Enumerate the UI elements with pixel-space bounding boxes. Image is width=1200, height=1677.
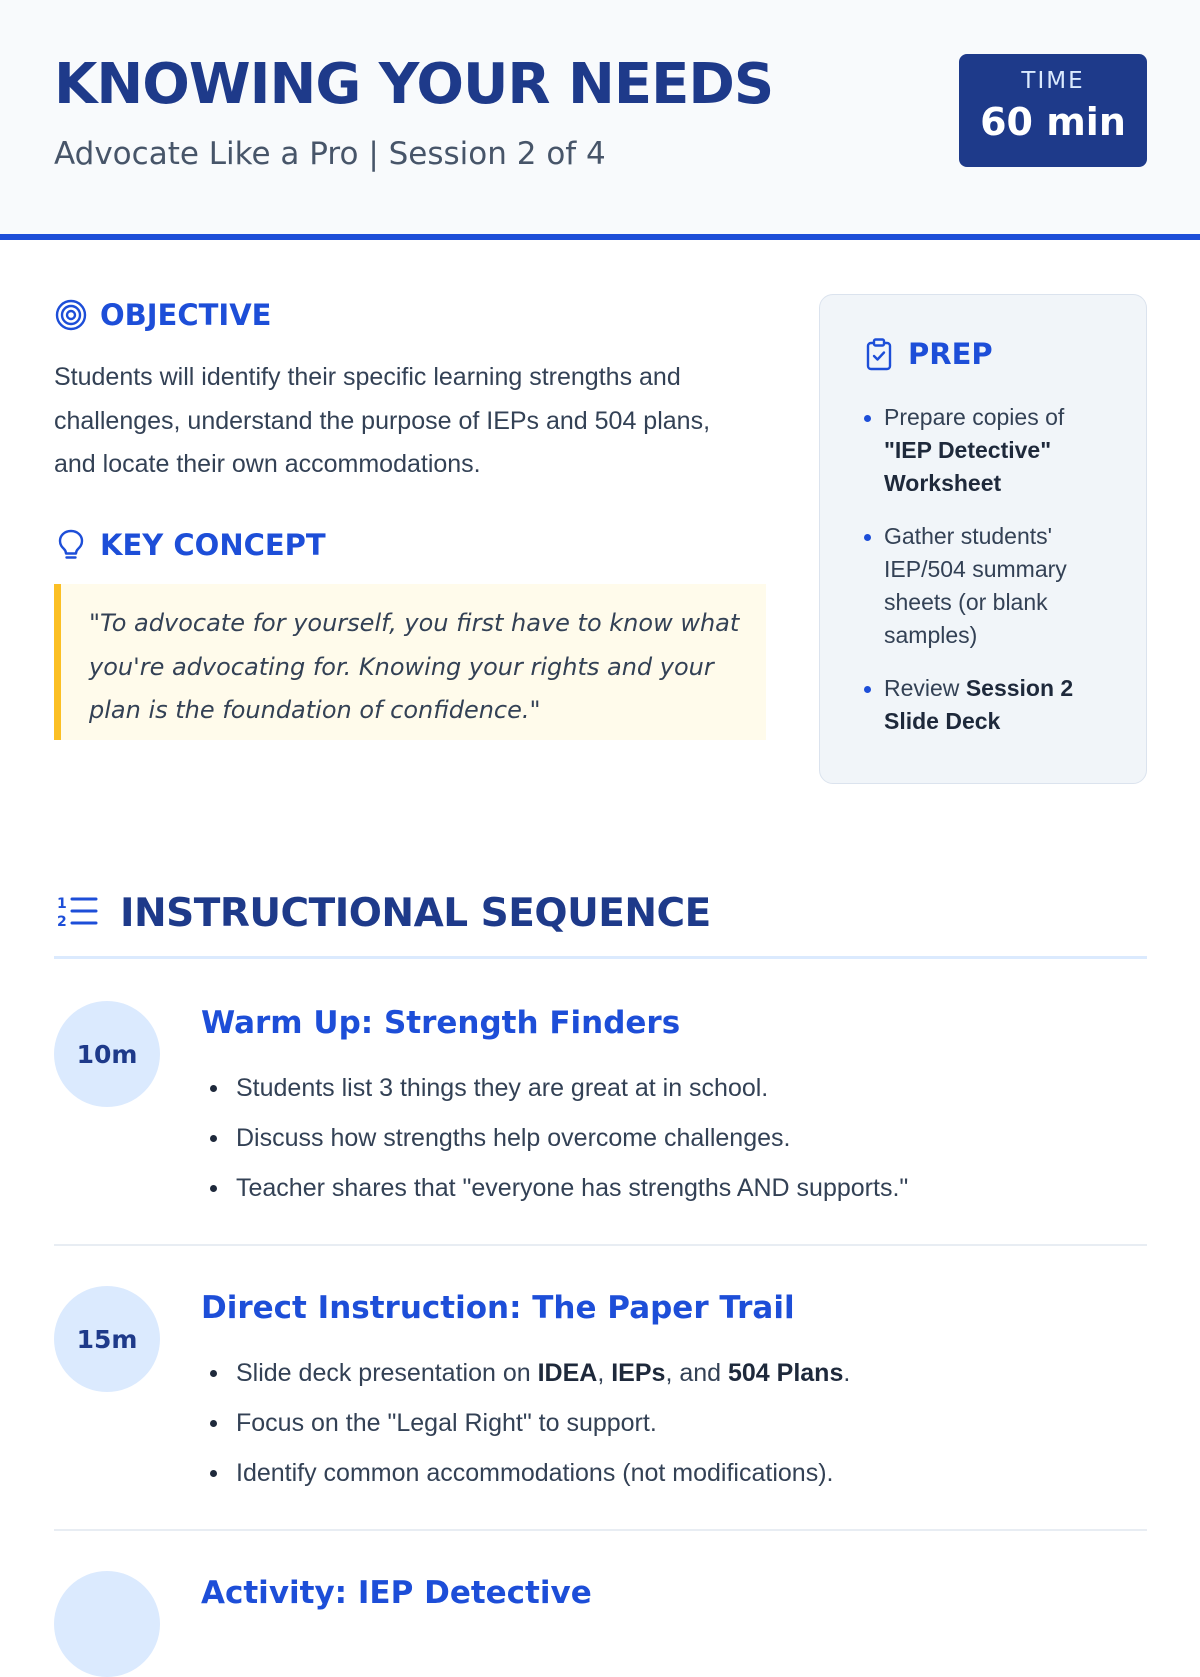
- prep-list: [862, 401, 1112, 758]
- target-icon: [54, 298, 88, 332]
- step-title: Direct Instruction: The Paper Trail: [201, 1290, 795, 1326]
- step-time-badge: [54, 1571, 160, 1677]
- prep-item: Gather students' IEP/504 summary sheets (or blank samples): [862, 520, 1112, 652]
- page-subtitle: Advocate Like a Pro | Session 2 of 4: [54, 136, 606, 172]
- step-bullet: Focus on the "Legal Right" to support.: [204, 1398, 850, 1448]
- step-title: Warm Up: Strength Finders: [201, 1005, 681, 1041]
- objective-text: Students will identify their specific learning strengths and challenges, understand the purpose of IEPs and 504 plans, and locate their own accommodations.: [54, 363, 711, 478]
- prep-card: [819, 294, 1147, 784]
- step-time-badge: 15m: [54, 1286, 160, 1392]
- objective-heading-label: OBJECTIVE: [100, 298, 272, 332]
- svg-text:2: 2: [57, 914, 67, 930]
- prep-item: Review Session 2 Slide Deck: [862, 672, 1112, 738]
- prep-heading-label: PREP: [908, 337, 993, 371]
- sequence-heading-label: INSTRUCTIONAL SEQUENCE: [120, 890, 711, 936]
- lightbulb-icon: [54, 528, 88, 562]
- svg-text:1: 1: [57, 896, 67, 912]
- step-divider: [54, 1244, 1147, 1246]
- time-label: TIME: [1021, 68, 1085, 94]
- step-divider: [54, 1529, 1147, 1531]
- step-title: Activity: IEP Detective: [201, 1575, 592, 1611]
- numbered-list-icon: [54, 890, 100, 936]
- lesson-header: [0, 0, 1200, 240]
- step-bullets: [204, 1348, 850, 1498]
- key-concept-heading: [54, 528, 326, 562]
- sequence-heading: [54, 890, 711, 936]
- step-bullet: Students list 3 things they are great at in school.: [204, 1063, 908, 1113]
- step-bullet: Teacher shares that "everyone has strengths AND supports.": [204, 1163, 908, 1213]
- clipboard-check-icon: [862, 337, 896, 371]
- objective-heading: [54, 298, 271, 332]
- step-bullets: [204, 1063, 908, 1213]
- page-title: KNOWING YOUR NEEDS: [54, 52, 774, 117]
- quote-text: "To advocate for yourself, you first have to know what you're advocating for. Knowing your rights and your plan is the foundation of confidence.": [89, 609, 740, 724]
- sequence-divider: [54, 956, 1147, 959]
- prep-item: Prepare copies of "IEP Detective" Worksheet: [862, 401, 1112, 500]
- step-bullet: Identify common accommodations (not modifications).: [204, 1448, 850, 1498]
- step-bullet: Discuss how strengths help overcome challenges.: [204, 1113, 908, 1163]
- step-bullet: Slide deck presentation on IDEA, IEPs, and 504 Plans.: [204, 1348, 850, 1398]
- time-badge: [959, 54, 1147, 167]
- key-concept-quote: [54, 584, 766, 740]
- key-concept-heading-label: KEY CONCEPT: [100, 528, 326, 562]
- prep-heading: [862, 337, 993, 371]
- step-time-badge: 10m: [54, 1001, 160, 1107]
- time-value: 60 min: [980, 100, 1126, 144]
